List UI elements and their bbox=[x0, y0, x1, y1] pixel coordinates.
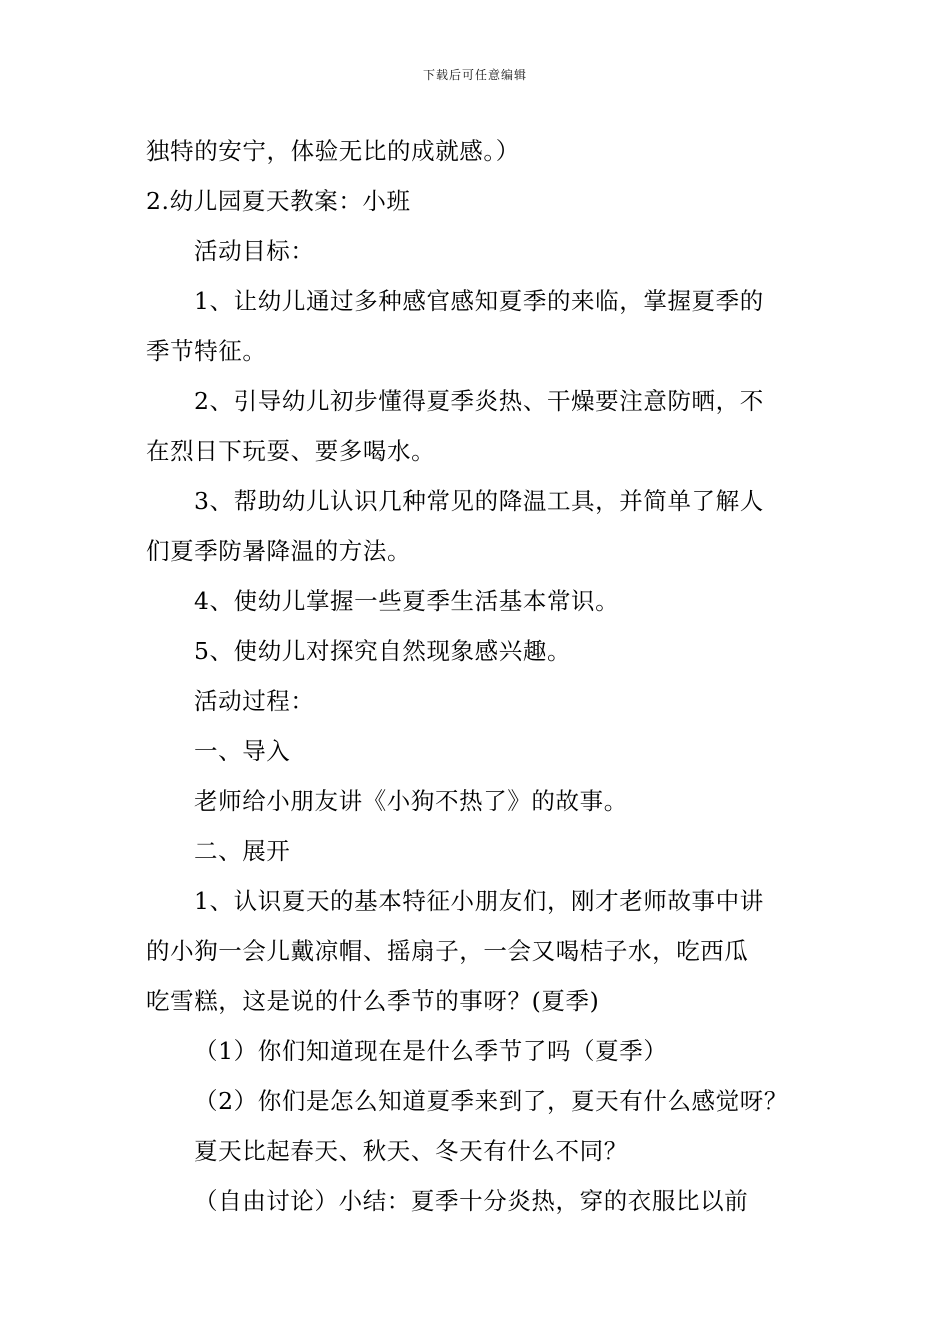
text-line: 们夏季防暑降温的方法。 bbox=[146, 537, 412, 565]
text-line: 1、让幼儿通过多种感官感知夏季的来临，掌握夏季的 bbox=[194, 287, 764, 315]
text-line: 独特的安宁，体验无比的成就感。） bbox=[146, 137, 520, 165]
text-line: 吃雪糕，这是说的什么季节的事呀？(夏季) bbox=[146, 987, 600, 1015]
subheading-goals: 活动目标： bbox=[194, 237, 315, 265]
text-line: （1）你们知道现在是什么季节了吗（夏季） bbox=[194, 1037, 668, 1065]
text-line: 2、引导幼儿初步懂得夏季炎热、干燥要注意防晒，不 bbox=[194, 387, 764, 415]
section-heading: 2.幼儿园夏天教案：小班 bbox=[146, 187, 411, 215]
text-line: 在烈日下玩耍、要多喝水。 bbox=[146, 437, 436, 465]
step-heading: 二、展开 bbox=[194, 837, 291, 865]
text-line: 3、帮助幼儿认识几种常见的降温工具，并简单了解人 bbox=[194, 487, 764, 515]
step-heading: 一、导入 bbox=[194, 737, 291, 765]
document-body bbox=[146, 126, 808, 1226]
page-header: 下载后可任意编辑 bbox=[422, 68, 527, 82]
text-line: 1、认识夏天的基本特征小朋友们，刚才老师故事中讲 bbox=[194, 887, 764, 915]
subheading-process: 活动过程： bbox=[194, 687, 315, 715]
text-line: 的小狗一会儿戴凉帽、摇扇子，一会又喝桔子水，吃西瓜 bbox=[146, 937, 749, 965]
text-line: 老师给小朋友讲《小狗不热了》的故事。 bbox=[194, 787, 628, 815]
text-line: （自由讨论）小结：夏季十分炎热，穿的衣服比以前 bbox=[194, 1187, 749, 1215]
text-line: 夏天比起春天、秋天、冬天有什么不同？ bbox=[194, 1137, 628, 1165]
text-line: （2）你们是怎么知道夏季来到了，夏天有什么感觉呀？ bbox=[194, 1087, 788, 1115]
text-line: 5、使幼儿对探究自然现象感兴趣。 bbox=[194, 637, 572, 665]
text-line: 4、使幼儿掌握一些夏季生活基本常识。 bbox=[194, 587, 620, 615]
text-line: 季节特征。 bbox=[146, 337, 267, 365]
